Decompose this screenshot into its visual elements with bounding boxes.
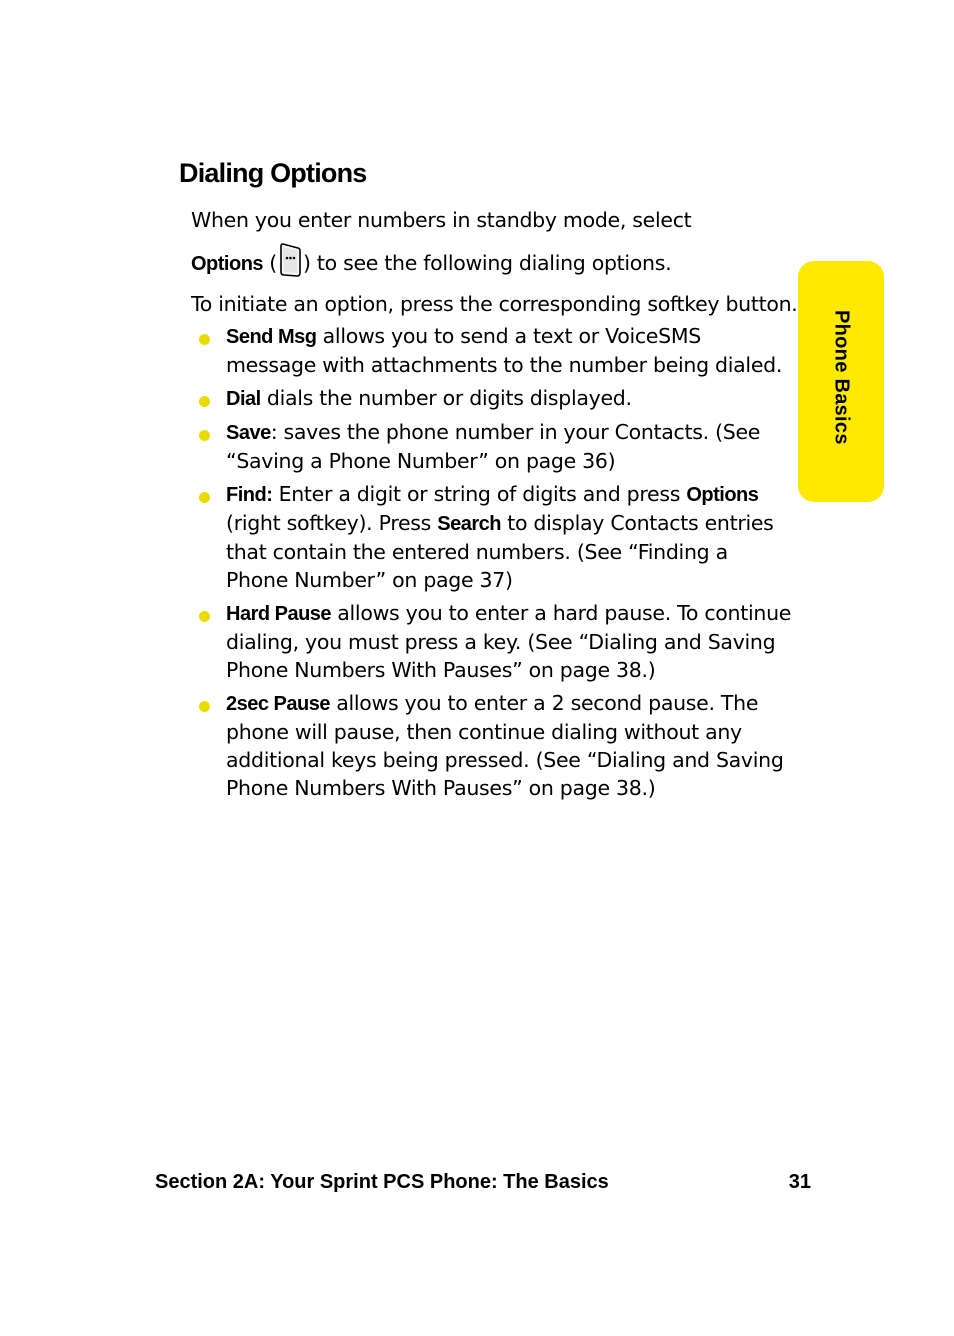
instruction-text: To initiate an option, press the corresponding softkey button. bbox=[191, 292, 798, 316]
term-dial: Dial bbox=[226, 388, 261, 410]
term-2sec-pause: 2sec Pause bbox=[226, 693, 330, 715]
bullet-dot bbox=[199, 611, 210, 622]
list-item-2sec-pause bbox=[226, 689, 796, 802]
page-title: Dialing Options bbox=[179, 158, 367, 188]
side-tab-label: Phone Basics bbox=[830, 310, 853, 445]
term-find: Find: bbox=[226, 484, 273, 506]
list-item-hard-pause bbox=[226, 599, 796, 684]
bullet-dot bbox=[199, 334, 210, 345]
page-footer bbox=[155, 1171, 811, 1194]
desc-save: : saves the phone number in your Contacts. (See “Saving a Phone Number” on page 36) bbox=[226, 420, 761, 473]
desc-2sec-pause: allows you to enter a 2 second pause. The phone will pause, then continue dialing without any additional keys being pressed. (See “Dialing and Saving Phone Numbers With Pauses” on page 38.) bbox=[226, 691, 784, 800]
paren-open: ( bbox=[263, 251, 277, 275]
desc-find-3: to display Contacts entries that contain the entered numbers. (See “Finding a Phone Number” on page 37) bbox=[226, 511, 774, 592]
list-item-find bbox=[226, 480, 796, 594]
term-save: Save bbox=[226, 422, 271, 444]
bullet-dot bbox=[199, 701, 210, 712]
term-options: Options bbox=[686, 484, 759, 506]
page-number: 31 bbox=[788, 1171, 811, 1193]
term-hard-pause: Hard Pause bbox=[226, 603, 332, 625]
list-item-dial bbox=[226, 384, 796, 413]
paren-close: ) to see the following dialing options. bbox=[302, 251, 672, 275]
desc-dial: dials the number or digits displayed. bbox=[260, 386, 632, 410]
intro-line-1: When you enter numbers in standby mode, select bbox=[191, 208, 692, 232]
desc-find-1: Enter a digit or string of digits and press bbox=[272, 482, 687, 506]
options-term: Options bbox=[191, 253, 264, 275]
bullet-dot bbox=[199, 396, 210, 407]
options-softkey-icon bbox=[278, 243, 302, 277]
list-item-save bbox=[226, 418, 796, 475]
desc-send-msg: allows you to send a text or VoiceSMS message with attachments to the number being dialed. bbox=[226, 324, 783, 377]
footer-section-title: Section 2A: Your Sprint PCS Phone: The Basics bbox=[155, 1171, 609, 1193]
desc-find-2: (right softkey). Press bbox=[226, 511, 438, 535]
term-send-msg: Send Msg bbox=[226, 326, 317, 348]
bullet-dot bbox=[199, 430, 210, 441]
term-search: Search bbox=[437, 513, 502, 535]
list-item-send-msg bbox=[226, 322, 796, 379]
intro-line-2 bbox=[191, 243, 671, 278]
bullet-dot bbox=[199, 492, 210, 503]
dialing-options-list bbox=[226, 322, 796, 807]
desc-hard-pause: allows you to enter a hard pause. To continue dialing, you must press a key. (See “Dialing and Saving Phone Numbers With Pauses” on page 38.) bbox=[226, 601, 792, 682]
